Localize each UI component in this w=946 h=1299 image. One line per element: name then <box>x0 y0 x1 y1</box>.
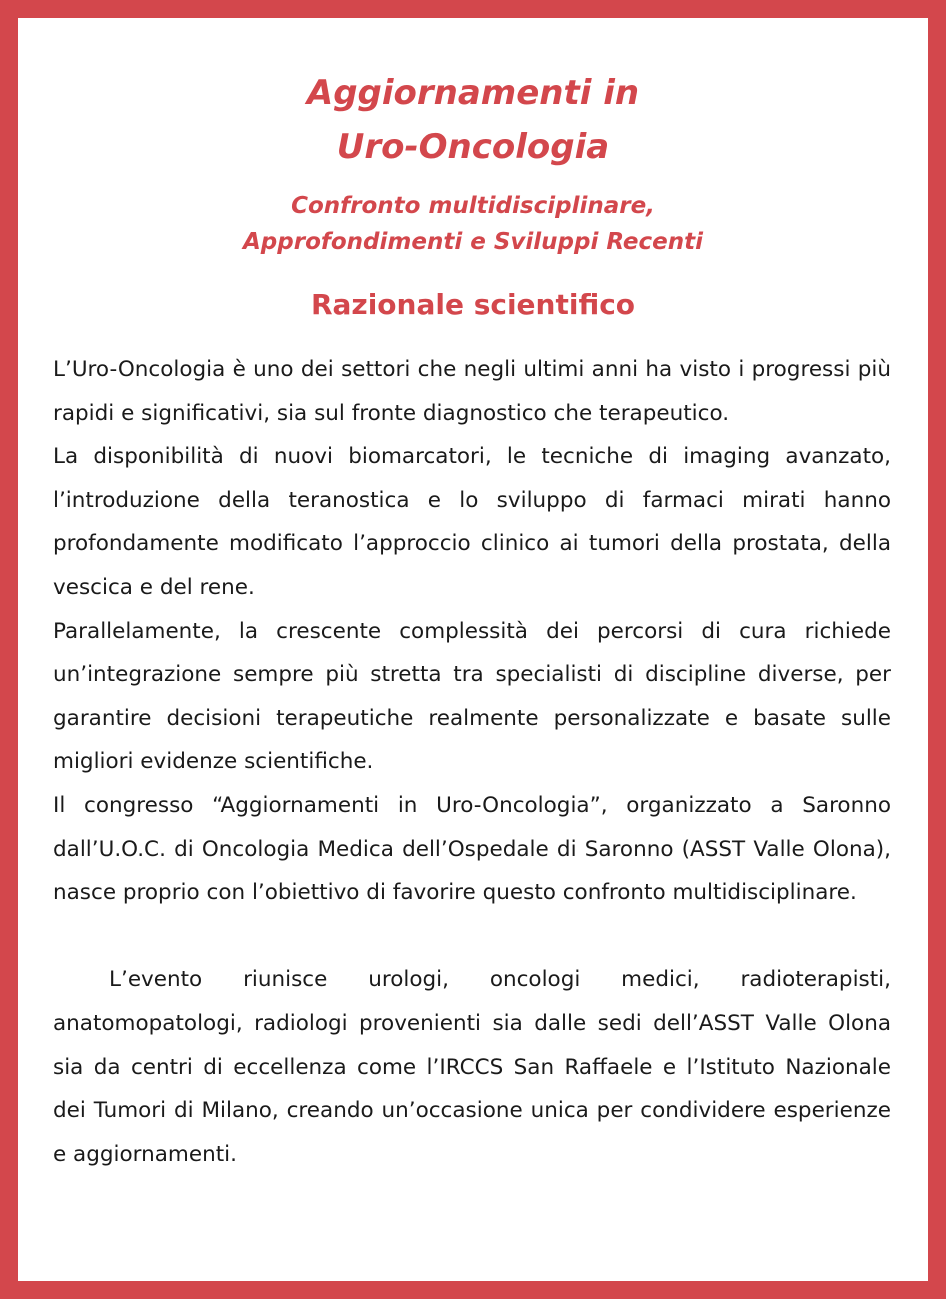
document-subtitle <box>18 188 928 260</box>
paragraph-1: L’Uro-Oncologia è uno dei settori che negli ultimi anni ha visto i progressi più rapidi e significativi, sia sul fronte diagnostico che terapeutico. <box>53 357 891 426</box>
paragraph-5: L’evento riunisce urologi, oncologi medici, radioterapisti, anatomopatologi, radiologi provenienti sia dalle sedi dell’ASST Valle Olona sia da centri di eccellenza come l’IRCCS San Raffaele e l’Istituto Nazionale dei Tumori di Milano, creando un’occasione unica per condividere esperienze e aggiornamenti. <box>53 967 891 1167</box>
paragraph-2: La disponibilità di nuovi biomarcatori, le tecniche di imaging avanzato, l’introduzione della teranostica e lo sviluppo di farmaci mirati hanno profondamente modificato l’approccio clinico ai tumori della prostata, della vescica e del rene. <box>53 444 891 600</box>
section-title: Razionale scientifico <box>310 288 636 321</box>
subtitle-line-1: Confronto multidisciplinare, <box>291 193 655 219</box>
title-line-1: Aggiornamenti in <box>306 73 640 113</box>
document-title <box>18 66 928 174</box>
document-page <box>18 18 928 1281</box>
title-line-2: Uro-Oncologia <box>336 127 610 167</box>
paragraph-4: Il congresso “Aggiornamenti in Uro-Oncologia”, organizzato a Saronno dall’U.O.C. di Oncologia Medica dell’Ospedale di Saronno (ASST Valle Olona), nasce proprio con l’obiettivo di favorire questo confronto multidisciplinare. <box>53 792 891 906</box>
subtitle-line-2: Approfondimenti e Sviluppi Recenti <box>243 229 703 255</box>
paragraph-3: Parallelamente, la crescente complessità dei percorsi di cura richiede un’integrazione sempre più stretta tra specialisti di discipline diverse, per garantire decisioni terapeutiche realmente personalizzate e basate sulle migliori evidenze scientifiche. <box>53 618 891 775</box>
body-text <box>53 348 891 1176</box>
